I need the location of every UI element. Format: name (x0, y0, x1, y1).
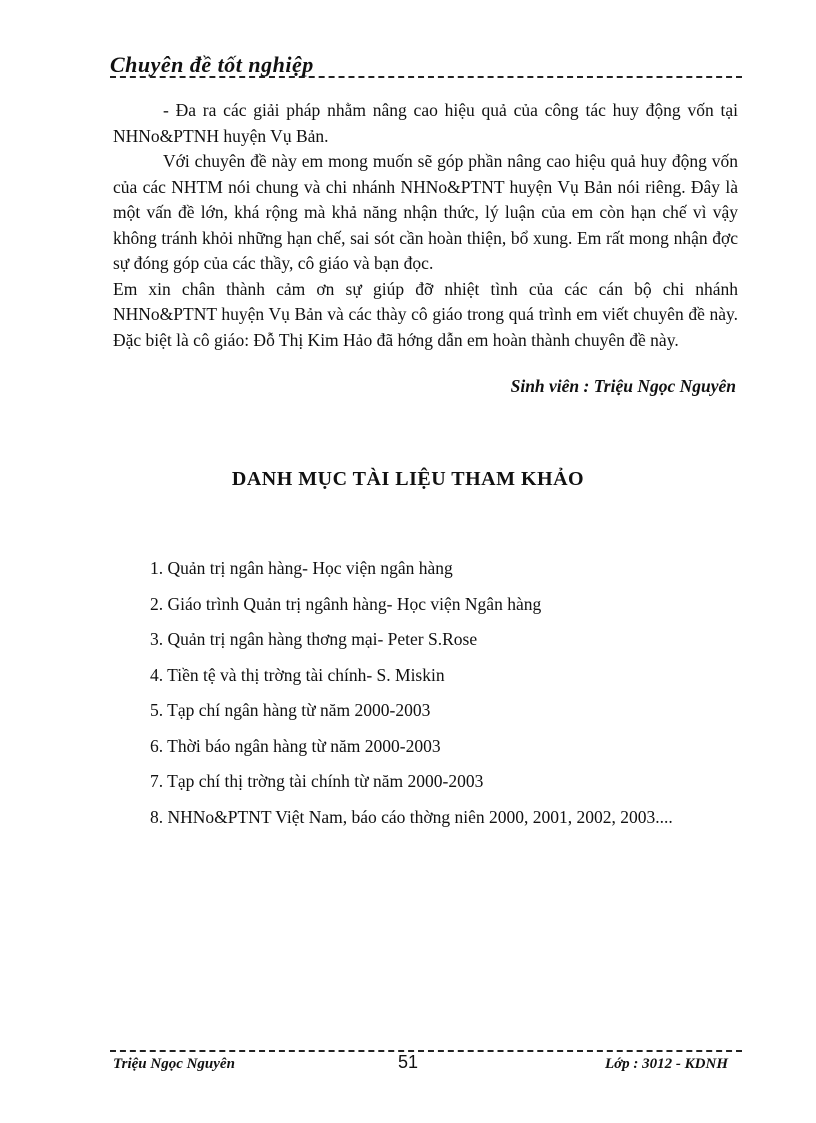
page-number: 51 (397, 1052, 419, 1072)
references-list (150, 556, 750, 840)
paragraph: - Đa ra các giải pháp nhằm nâng cao hiệu quả của công tác huy động vốn tại NHNo&PTNH huyện Vụ Bản. (113, 100, 738, 146)
header-title: Chuyên đề tốt nghiệp (110, 52, 314, 77)
reference-item: 4. Tiền tệ và thị trờng tài chính- S. Miskin (150, 664, 445, 685)
header-divider (110, 76, 742, 78)
reference-item: 1. Quản trị ngân hàng- Học viện ngân hàng (150, 558, 453, 578)
body-text (113, 98, 738, 353)
reference-item: 5. Tạp chí ngân hàng từ năm 2000-2003 (150, 700, 431, 720)
paragraph: Em xin chân thành cảm ơn sự giúp đỡ nhiệt tình của các cán bộ chi nhánh NHNo&PTNT huyện Vụ Bản và các thày cô giáo trong quá trình em viết chuyên đề này. Đặc biệt là cô giáo: Đỗ Thị Kim Hảo đã hớng dẫn em hoàn thành chuyên đề này. (113, 278, 738, 350)
references-title: DANH MỤC TÀI LIỆU THAM KHẢO (231, 468, 585, 490)
reference-item: 6. Thời báo ngân hàng từ năm 2000-2003 (150, 735, 441, 756)
reference-item: 8. NHNo&PTNT Việt Nam, báo cáo thờng niên 2000, 2001, 2002, 2003.... (150, 806, 673, 827)
paragraph: Với chuyên đề này em mong muốn sẽ góp phần nâng cao hiệu quả huy động vốn của các NHTM nói chung và chi nhánh NHNo&PTNT huyện Vụ Bản nói riêng. Đây là một vấn đề lớn, khá rộng mà khả năng nhận thức, lý luận của em còn hạn chế vì vậy không tránh khỏi những hạn chế, sai sót cần hoàn thiện, bổ xung. Em rất mong nhận đợc sự đóng góp của các thầy, cô giáo và bạn đọc. (113, 151, 738, 273)
footer-class: Lớp : 3012 - KDNH (604, 1056, 728, 1072)
reference-item: 3. Quản trị ngân hàng thơng mại- Peter S.Rose (150, 629, 478, 649)
reference-item: 2. Giáo trình Quản trị ngânh hàng- Học viện Ngân hàng (150, 593, 542, 614)
footer-author: Triệu Ngọc Nguyên (113, 1056, 235, 1072)
reference-item: 7. Tạp chí thị trờng tài chính từ năm 2000-2003 (150, 771, 484, 791)
signature: Sinh viên : Triệu Ngọc Nguyên (510, 376, 736, 396)
